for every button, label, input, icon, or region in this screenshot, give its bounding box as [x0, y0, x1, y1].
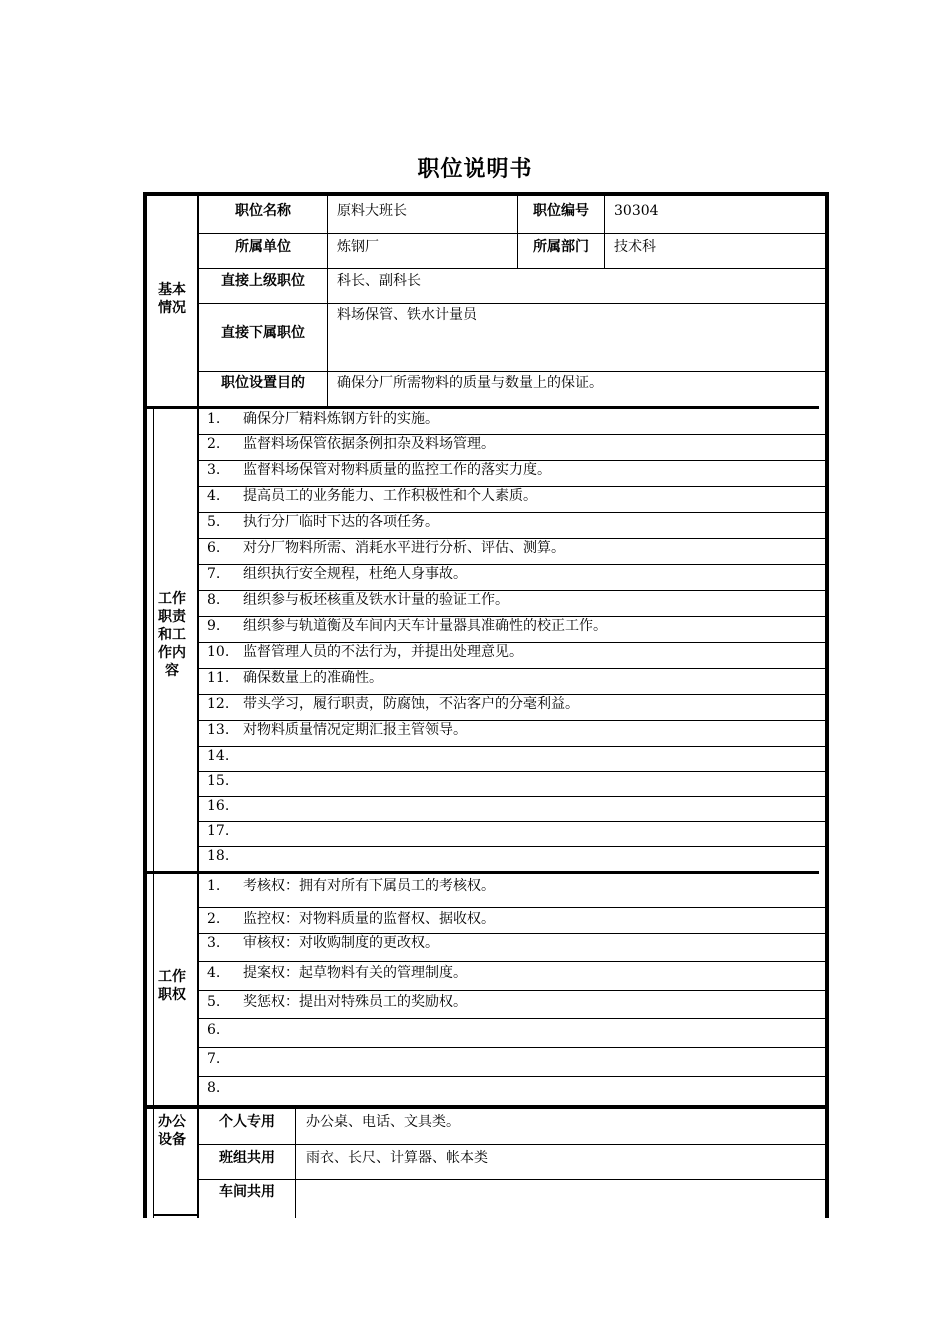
row-line	[199, 233, 825, 234]
personal-equipment-value: 办公桌、电话、文具类。	[306, 1114, 460, 1130]
unit-label: 所属单位	[235, 239, 291, 255]
list-item	[207, 1021, 243, 1039]
purpose-label: 职位设置目的	[221, 375, 305, 391]
team-equipment-label: 班组共用	[219, 1150, 275, 1166]
list-item-number: 11.	[207, 670, 230, 686]
section-divider	[153, 1214, 198, 1216]
list-item-number: 3.	[207, 935, 221, 951]
column-line	[295, 1109, 296, 1218]
list-item-text: 组织参与轨道衡及车间内天车计量器具准确性的校正工作。	[243, 618, 607, 634]
workshop-equipment-label: 车间共用	[219, 1184, 275, 1200]
list-item-text: 提案权：起草物料有关的管理制度。	[243, 965, 467, 981]
row-line	[199, 268, 825, 269]
list-item-number: 2.	[207, 436, 221, 452]
list-item	[207, 847, 243, 865]
list-item-number: 4.	[207, 488, 221, 504]
table-right-border	[825, 192, 829, 1218]
list-item-text: 组织执行安全规程，杜绝人身事故。	[243, 566, 467, 582]
list-item-number: 6.	[207, 540, 221, 556]
row-line	[199, 371, 825, 372]
column-line	[197, 196, 199, 1218]
section-label-basic: 基本情况	[158, 282, 186, 316]
list-item	[207, 772, 243, 790]
list-item	[207, 487, 537, 505]
list-item	[207, 877, 495, 895]
list-item-number: 14.	[207, 748, 230, 764]
row-line	[199, 771, 825, 772]
list-item-text: 带头学习，履行职责，防腐蚀，不沾客户的分毫利益。	[243, 696, 579, 712]
section-divider	[147, 406, 819, 409]
list-item	[207, 643, 523, 661]
column-line	[327, 196, 328, 406]
list-item-text: 监督料场保管依据条例扣杂及料场管理。	[243, 436, 495, 452]
position-name-label: 职位名称	[235, 203, 291, 219]
list-item-number: 3.	[207, 462, 221, 478]
list-item-text: 确保数量上的准确性。	[243, 670, 383, 686]
list-item	[207, 822, 243, 840]
row-line	[199, 907, 825, 908]
list-item-number: 5.	[207, 994, 221, 1010]
list-item-number: 12.	[207, 696, 230, 712]
row-line	[199, 846, 825, 847]
column-line	[604, 196, 605, 268]
purpose-value: 确保分厂所需物料的质量与数量上的保证。	[337, 375, 603, 391]
list-item	[207, 539, 565, 557]
list-item-number: 6.	[207, 1022, 221, 1038]
list-item	[207, 964, 467, 982]
list-item-text: 对物料质量情况定期汇报主管领导。	[243, 722, 467, 738]
row-line	[199, 1179, 825, 1180]
list-item	[207, 993, 467, 1011]
list-item-number: 17.	[207, 823, 230, 839]
section-divider	[147, 1105, 825, 1109]
section-divider	[147, 871, 819, 874]
section-label-duties: 工作职责和工作内容	[158, 591, 186, 679]
list-item-number: 13.	[207, 722, 230, 738]
list-item-text: 提高员工的业务能力、工作积极性和个人素质。	[243, 488, 537, 504]
list-item	[207, 435, 495, 453]
list-item	[207, 934, 439, 952]
list-item-number: 10.	[207, 644, 230, 660]
list-item-text: 确保分厂精料炼钢方针的实施。	[243, 411, 439, 427]
list-item-number: 8.	[207, 592, 221, 608]
column-line	[153, 406, 154, 1218]
list-item	[207, 513, 439, 531]
list-item-text: 对分厂物料所需、消耗水平进行分析、评估、测算。	[243, 540, 565, 556]
list-item-text: 审核权：对收购制度的更改权。	[243, 935, 439, 951]
list-item	[207, 617, 607, 635]
unit-value: 炼钢厂	[337, 239, 379, 255]
list-item	[207, 591, 509, 609]
dept-label: 所属部门	[533, 239, 589, 255]
list-item-number: 1.	[207, 411, 221, 427]
list-item	[207, 910, 495, 928]
row-line	[199, 303, 825, 304]
list-item	[207, 669, 383, 687]
row-line	[199, 1047, 825, 1048]
list-item	[207, 797, 243, 815]
list-item-number: 15.	[207, 773, 230, 789]
position-code-label: 职位编号	[533, 203, 589, 219]
list-item-text: 执行分厂临时下达的各项任务。	[243, 514, 439, 530]
row-line	[199, 796, 825, 797]
list-item-number: 1.	[207, 878, 221, 894]
list-item	[207, 565, 467, 583]
list-item	[207, 1079, 243, 1097]
superior-label: 直接上级职位	[221, 273, 305, 289]
list-item-text: 奖惩权：提出对特殊员工的奖励权。	[243, 994, 467, 1010]
list-item-text: 监督管理人员的不法行为，并提出处理意见。	[243, 644, 523, 660]
list-item	[207, 721, 467, 739]
list-item-number: 9.	[207, 618, 221, 634]
list-item-text: 监督料场保管对物料质量的监控工作的落实力度。	[243, 462, 551, 478]
list-item-text: 监控权：对物料质量的监督权、据收权。	[243, 911, 495, 927]
page-title: 职位说明书	[417, 157, 533, 182]
section-label-equipment: 办公设备	[158, 1114, 186, 1148]
list-item-text: 组织参与板坯核重及铁水计量的验证工作。	[243, 592, 509, 608]
list-item	[207, 747, 243, 765]
list-item-number: 7.	[207, 1051, 221, 1067]
list-item-number: 16.	[207, 798, 230, 814]
row-line	[199, 1076, 825, 1077]
list-item	[207, 461, 551, 479]
row-line	[199, 1018, 825, 1019]
row-line	[199, 961, 825, 962]
row-line	[199, 1144, 825, 1145]
row-line	[199, 821, 825, 822]
list-item-number: 5.	[207, 514, 221, 530]
position-name-value: 原料大班长	[337, 203, 407, 219]
list-item-text: 考核权：拥有对所有下属员工的考核权。	[243, 878, 495, 894]
list-item-number: 4.	[207, 965, 221, 981]
subordinate-label: 直接下属职位	[221, 325, 305, 341]
list-item	[207, 410, 439, 428]
table-left-border	[143, 192, 147, 1218]
table-top-border	[143, 192, 829, 196]
list-item-number: 7.	[207, 566, 221, 582]
position-code-value: 30304	[614, 203, 659, 219]
list-item	[207, 1050, 243, 1068]
list-item-number: 8.	[207, 1080, 221, 1096]
list-item	[207, 695, 579, 713]
team-equipment-value: 雨衣、长尺、计算器、帐本类	[306, 1150, 488, 1166]
list-item-number: 18.	[207, 848, 230, 864]
section-label-authority: 工作职权	[158, 969, 186, 1003]
subordinate-value: 料场保管、铁水计量员	[337, 307, 477, 323]
superior-value: 科长、副科长	[337, 273, 421, 289]
row-line	[199, 746, 825, 747]
dept-value: 技术科	[614, 239, 656, 255]
row-line	[199, 990, 825, 991]
list-item-number: 2.	[207, 911, 221, 927]
personal-equipment-label: 个人专用	[219, 1114, 275, 1130]
